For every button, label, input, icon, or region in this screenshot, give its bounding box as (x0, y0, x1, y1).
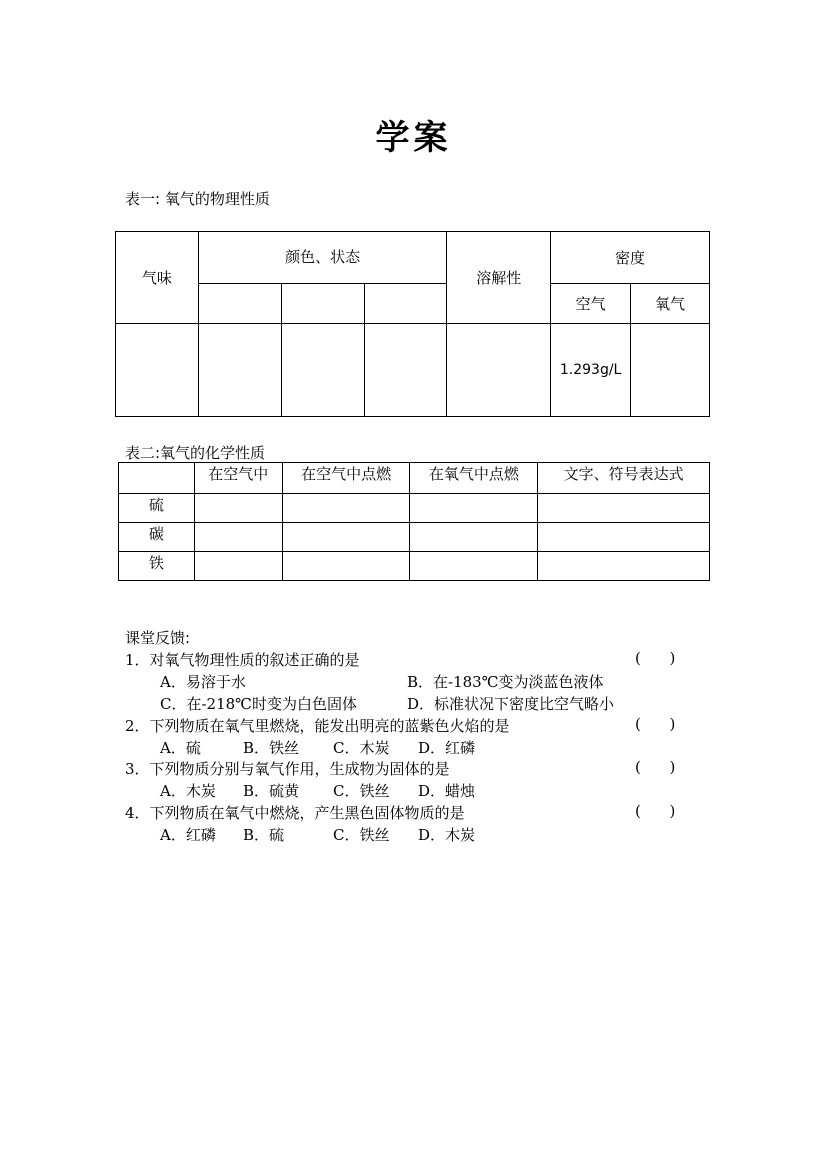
cell-blank (194, 494, 282, 523)
chemical-properties-table (118, 462, 710, 581)
question-stem: 1．对氧气物理性质的叙述正确的是 (125, 651, 360, 669)
cell-blank (538, 523, 710, 552)
cell-blank (281, 324, 364, 417)
question-stem: 2．下列物质在氧气里燃烧，能发出明亮的蓝紫色火焰的是 (125, 717, 510, 735)
column-header: 文字、符号表达式 (538, 463, 710, 494)
option: A．红磷 (160, 826, 216, 844)
answer-blank: ( ) (635, 802, 676, 820)
header-air: 空气 (551, 284, 631, 324)
cell-blank (281, 284, 364, 324)
option: C．铁丝 (333, 782, 390, 800)
cell-blank (364, 284, 447, 324)
option: A．硫 (160, 739, 201, 757)
option: B．在-183℃变为淡蓝色液体 (407, 673, 604, 691)
cell-blank (282, 523, 410, 552)
option: D．蜡烛 (418, 782, 476, 800)
row-label-sulfur: 硫 (119, 494, 195, 523)
option: B．硫 (243, 826, 285, 844)
cell-blank (194, 552, 282, 581)
cell-blank (198, 284, 281, 324)
option: D．标准状况下密度比空气略小 (407, 695, 615, 713)
table2-caption: 表二:氧气的化学性质 (125, 444, 266, 462)
option: C．木炭 (333, 739, 390, 757)
cell-blank (447, 324, 551, 417)
option: A．易溶于水 (160, 673, 246, 691)
cell-blank (282, 494, 410, 523)
question-stem: 4．下列物质在氧气中燃烧，产生黑色固体物质的是 (125, 804, 465, 822)
cell-blank (364, 324, 447, 417)
cell-blank (116, 324, 199, 417)
cell-blank (631, 324, 710, 417)
feedback-title: 课堂反馈: (125, 629, 191, 647)
cell-blank (538, 494, 710, 523)
option: D．木炭 (418, 826, 476, 844)
cell-blank (282, 552, 410, 581)
air-density-value: 1.293g/L (551, 324, 631, 417)
answer-blank: ( ) (635, 715, 676, 733)
answer-blank: ( ) (635, 758, 676, 776)
cell-blank (198, 324, 281, 417)
header-oxygen: 氧气 (631, 284, 710, 324)
column-header: 在空气中 (194, 463, 282, 494)
cell-blank (194, 523, 282, 552)
physical-properties-table (115, 231, 710, 417)
page-title: 学案 (375, 118, 452, 158)
cell-blank (410, 552, 538, 581)
question-stem: 3．下列物质分别与氧气作用，生成物为固体的是 (125, 760, 450, 778)
answer-blank: ( ) (635, 649, 676, 667)
header-odor: 气味 (116, 232, 199, 324)
option: B．铁丝 (243, 739, 300, 757)
row-label-carbon: 碳 (119, 523, 195, 552)
option: A．木炭 (160, 782, 216, 800)
column-header: 在空气中点燃 (282, 463, 410, 494)
cell-blank (410, 494, 538, 523)
header-color-state: 颜色、状态 (198, 232, 446, 284)
header-solubility: 溶解性 (447, 232, 551, 324)
corner-cell (119, 463, 195, 494)
cell-blank (410, 523, 538, 552)
header-density: 密度 (551, 232, 710, 284)
option: D．红磷 (418, 739, 476, 757)
row-label-iron: 铁 (119, 552, 195, 581)
cell-blank (538, 552, 710, 581)
option: B．硫黄 (243, 782, 300, 800)
option: C．在-218℃时变为白色固体 (160, 695, 357, 713)
column-header: 在氧气中点燃 (410, 463, 538, 494)
table1-caption: 表一: 氧气的物理性质 (125, 190, 270, 208)
option: C．铁丝 (333, 826, 390, 844)
